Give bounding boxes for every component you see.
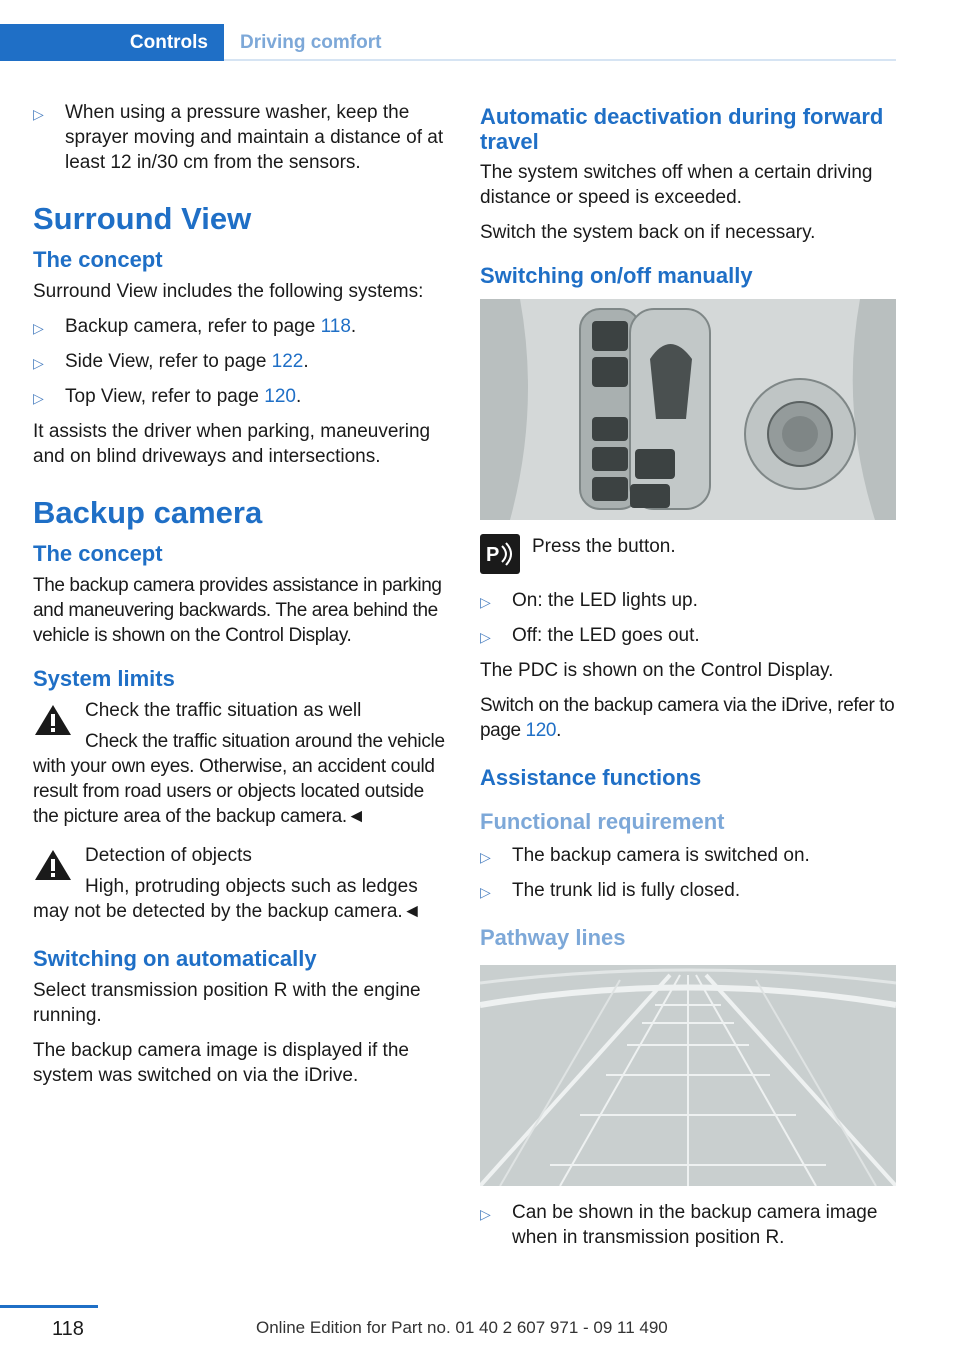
- bullet-text: The trunk lid is fully closed.: [512, 880, 741, 901]
- page-link[interactable]: 120: [264, 386, 296, 407]
- page-link[interactable]: 120: [525, 720, 557, 741]
- footer-rule: [0, 1305, 98, 1308]
- triangle-bullet-icon: ▷: [33, 106, 44, 122]
- warning-block: [33, 698, 453, 829]
- bullet-text: Off: the LED goes out.: [512, 625, 700, 646]
- subsection-heading: Assistance functions: [480, 765, 702, 790]
- triangle-bullet-icon: ▷: [33, 390, 44, 406]
- list-item: [480, 878, 896, 905]
- page-link[interactable]: 122: [271, 351, 304, 372]
- paragraph: Surround View includes the following systems:: [33, 281, 424, 302]
- triangle-bullet-icon: ▷: [33, 320, 44, 336]
- page-number: 118: [52, 1318, 84, 1340]
- triangle-bullet-icon: ▷: [480, 884, 491, 900]
- subsection-heading: The concept: [33, 541, 163, 566]
- triangle-bullet-icon: ▷: [480, 1206, 491, 1222]
- triangle-bullet-icon: ▷: [480, 594, 491, 610]
- triangle-bullet-icon: ▷: [33, 355, 44, 371]
- section-title: Surround View: [33, 201, 252, 236]
- list-item: [480, 843, 896, 870]
- bullet-text: Side View, refer to page: [65, 351, 272, 372]
- section-tab: Controls: [0, 24, 224, 61]
- paragraph: The system switches off when a certain driving distance or speed is exceeded.: [480, 162, 873, 208]
- warning-title: Check the traffic situation as well: [85, 700, 362, 721]
- right-column: [480, 100, 896, 1258]
- page-header: [0, 24, 896, 61]
- list-item: [33, 100, 453, 175]
- subsection-tab: Driving comfort: [240, 31, 382, 53]
- header-rule: [224, 59, 896, 61]
- edition-note: Online Edition for Part no. 01 40 2 607 971 - 09 11 490: [256, 1318, 668, 1337]
- paragraph: It assists the driver when parking, maneuvering and on blind driveways and intersections.: [33, 421, 431, 467]
- bullet-text: Can be shown in the backup camera image when in transmission position R.: [512, 1202, 878, 1248]
- paragraph: Select transmission position R with the engine running.: [33, 980, 421, 1026]
- list-item: ▷ Top View, refer to page 120.: [33, 384, 453, 411]
- minor-heading: Functional requirement: [480, 809, 725, 834]
- paragraph: Switch the system back on if necessary.: [480, 222, 816, 243]
- bullet-text: The backup camera is switched on.: [512, 845, 810, 866]
- warning-icon: [33, 847, 73, 883]
- paragraph: The backup camera image is displayed if the system was switched on via the iDrive.: [33, 1040, 409, 1086]
- list-item: ▷ Backup camera, refer to page 118.: [33, 314, 453, 341]
- instruction-text: Press the button.: [532, 536, 676, 557]
- bullet-text: Backup camera, refer to page: [65, 316, 321, 337]
- paragraph: The PDC is shown on the Control Display.: [480, 660, 834, 681]
- page-link[interactable]: 118: [320, 316, 351, 337]
- warning-title: Detection of objects: [85, 845, 252, 866]
- list-item: ▷ Side View, refer to page 122.: [33, 349, 453, 376]
- list-item: [480, 588, 896, 615]
- subsection-heading: Automatic deactivation during forward travel: [480, 104, 884, 154]
- bullet-text: Top View, refer to page: [65, 386, 265, 407]
- section-title: Backup camera: [33, 495, 263, 530]
- paragraph: Switch on the backup camera via the iDrive, refer to page 120.: [480, 695, 895, 741]
- warning-icon: [33, 702, 73, 738]
- warning-text: High, protruding objects such as ledges may not be detected by the backup camera.◄: [33, 876, 422, 922]
- left-column: [33, 100, 453, 1098]
- list-item: [480, 623, 896, 650]
- pathway-lines-illustration: [480, 965, 896, 1186]
- bullet-text: When using a pressure washer, keep the sprayer moving and maintain a distance of at least 12 in/30 cm from the sensors.: [65, 102, 444, 173]
- subsection-heading: Switching on automatically: [33, 946, 317, 971]
- paragraph: The backup camera provides assistance in parking and maneuvering backwards. The area behind the vehicle is shown on the Control Display.: [33, 575, 442, 646]
- list-item: [480, 1200, 896, 1250]
- pdc-instruction: [480, 534, 896, 574]
- triangle-bullet-icon: ▷: [480, 849, 491, 865]
- subsection-heading: System limits: [33, 666, 175, 691]
- center-console-photo: [480, 299, 896, 520]
- pdc-button-icon: [480, 534, 520, 574]
- subsection-heading: The concept: [33, 247, 163, 272]
- minor-heading: Pathway lines: [480, 925, 626, 950]
- warning-block: [33, 843, 453, 924]
- warning-text: Check the traffic situation around the vehicle with your own eyes. Otherwise, an accident could result from road users or objects located outside the picture area of the backup camera.◄: [33, 731, 445, 827]
- triangle-bullet-icon: ▷: [480, 629, 491, 645]
- subsection-heading: Switching on/off manually: [480, 263, 753, 288]
- svg-text:P: P: [486, 544, 500, 566]
- bullet-text: On: the LED lights up.: [512, 590, 698, 611]
